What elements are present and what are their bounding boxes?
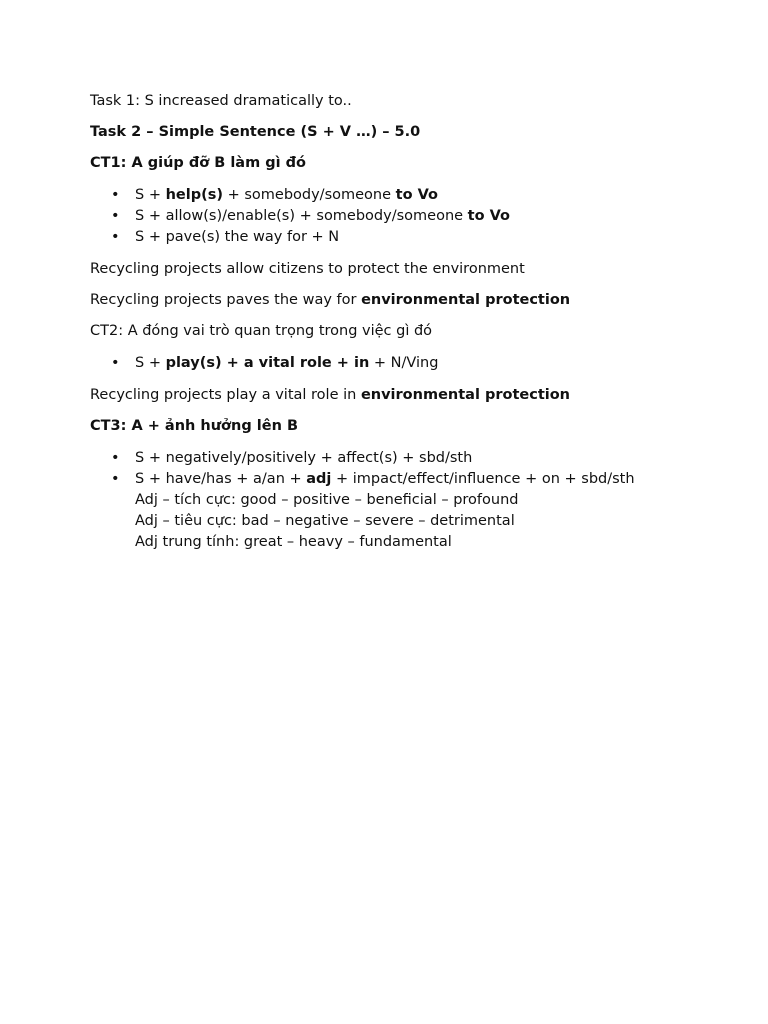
adj-negative-line: Adj – tiêu cực: bad – negative – severe – detrimental bbox=[135, 513, 515, 529]
list-item: • S + play(s) + a vital role + in + N/Ving bbox=[90, 353, 730, 374]
document-page bbox=[90, 92, 730, 553]
list-item: • S + have/has + a/an + adj + impact/effect/influence + on + sbd/sth bbox=[90, 469, 730, 490]
ct1-list bbox=[90, 185, 730, 248]
bullet-icon: • bbox=[111, 187, 120, 203]
adj-neutral-line: Adj trung tính: great – heavy – fundamental bbox=[135, 534, 452, 550]
ct2-list bbox=[90, 353, 730, 374]
bullet-icon: • bbox=[111, 208, 120, 224]
task2-heading: Task 2 – Simple Sentence (S + V …) – 5.0 bbox=[90, 124, 421, 140]
list-item: • S + negatively/positively + affect(s) + sbd/sth bbox=[90, 448, 730, 469]
list-item: • S + allow(s)/enable(s) + somebody/someone to Vo bbox=[90, 206, 730, 227]
adj-lines bbox=[90, 490, 730, 553]
bullet-icon: • bbox=[111, 229, 120, 245]
list-item: • S + help(s) + somebody/someone to Vo bbox=[90, 185, 730, 206]
ct1-heading: CT1: A giúp đỡ B làm gì đó bbox=[90, 155, 306, 171]
ct2-example: Recycling projects play a vital role in environmental protection bbox=[90, 387, 571, 403]
ct3-heading: CT3: A + ảnh hưởng lên B bbox=[90, 418, 298, 434]
bullet-icon: • bbox=[111, 355, 120, 371]
list-item: • S + pave(s) the way for + N bbox=[90, 227, 730, 248]
adj-positive-line: Adj – tích cực: good – positive – beneficial – profound bbox=[135, 492, 519, 508]
ct3-list bbox=[90, 448, 730, 490]
bullet-icon: • bbox=[111, 471, 120, 487]
task1-line: Task 1: S increased dramatically to.. bbox=[90, 93, 352, 109]
ct1-example-1: Recycling projects allow citizens to protect the environment bbox=[90, 261, 525, 277]
ct2-heading: CT2: A đóng vai trò quan trọng trong việc gì đó bbox=[90, 323, 433, 339]
bullet-icon: • bbox=[111, 450, 120, 466]
ct1-example-2: Recycling projects paves the way for environmental protection bbox=[90, 292, 571, 308]
